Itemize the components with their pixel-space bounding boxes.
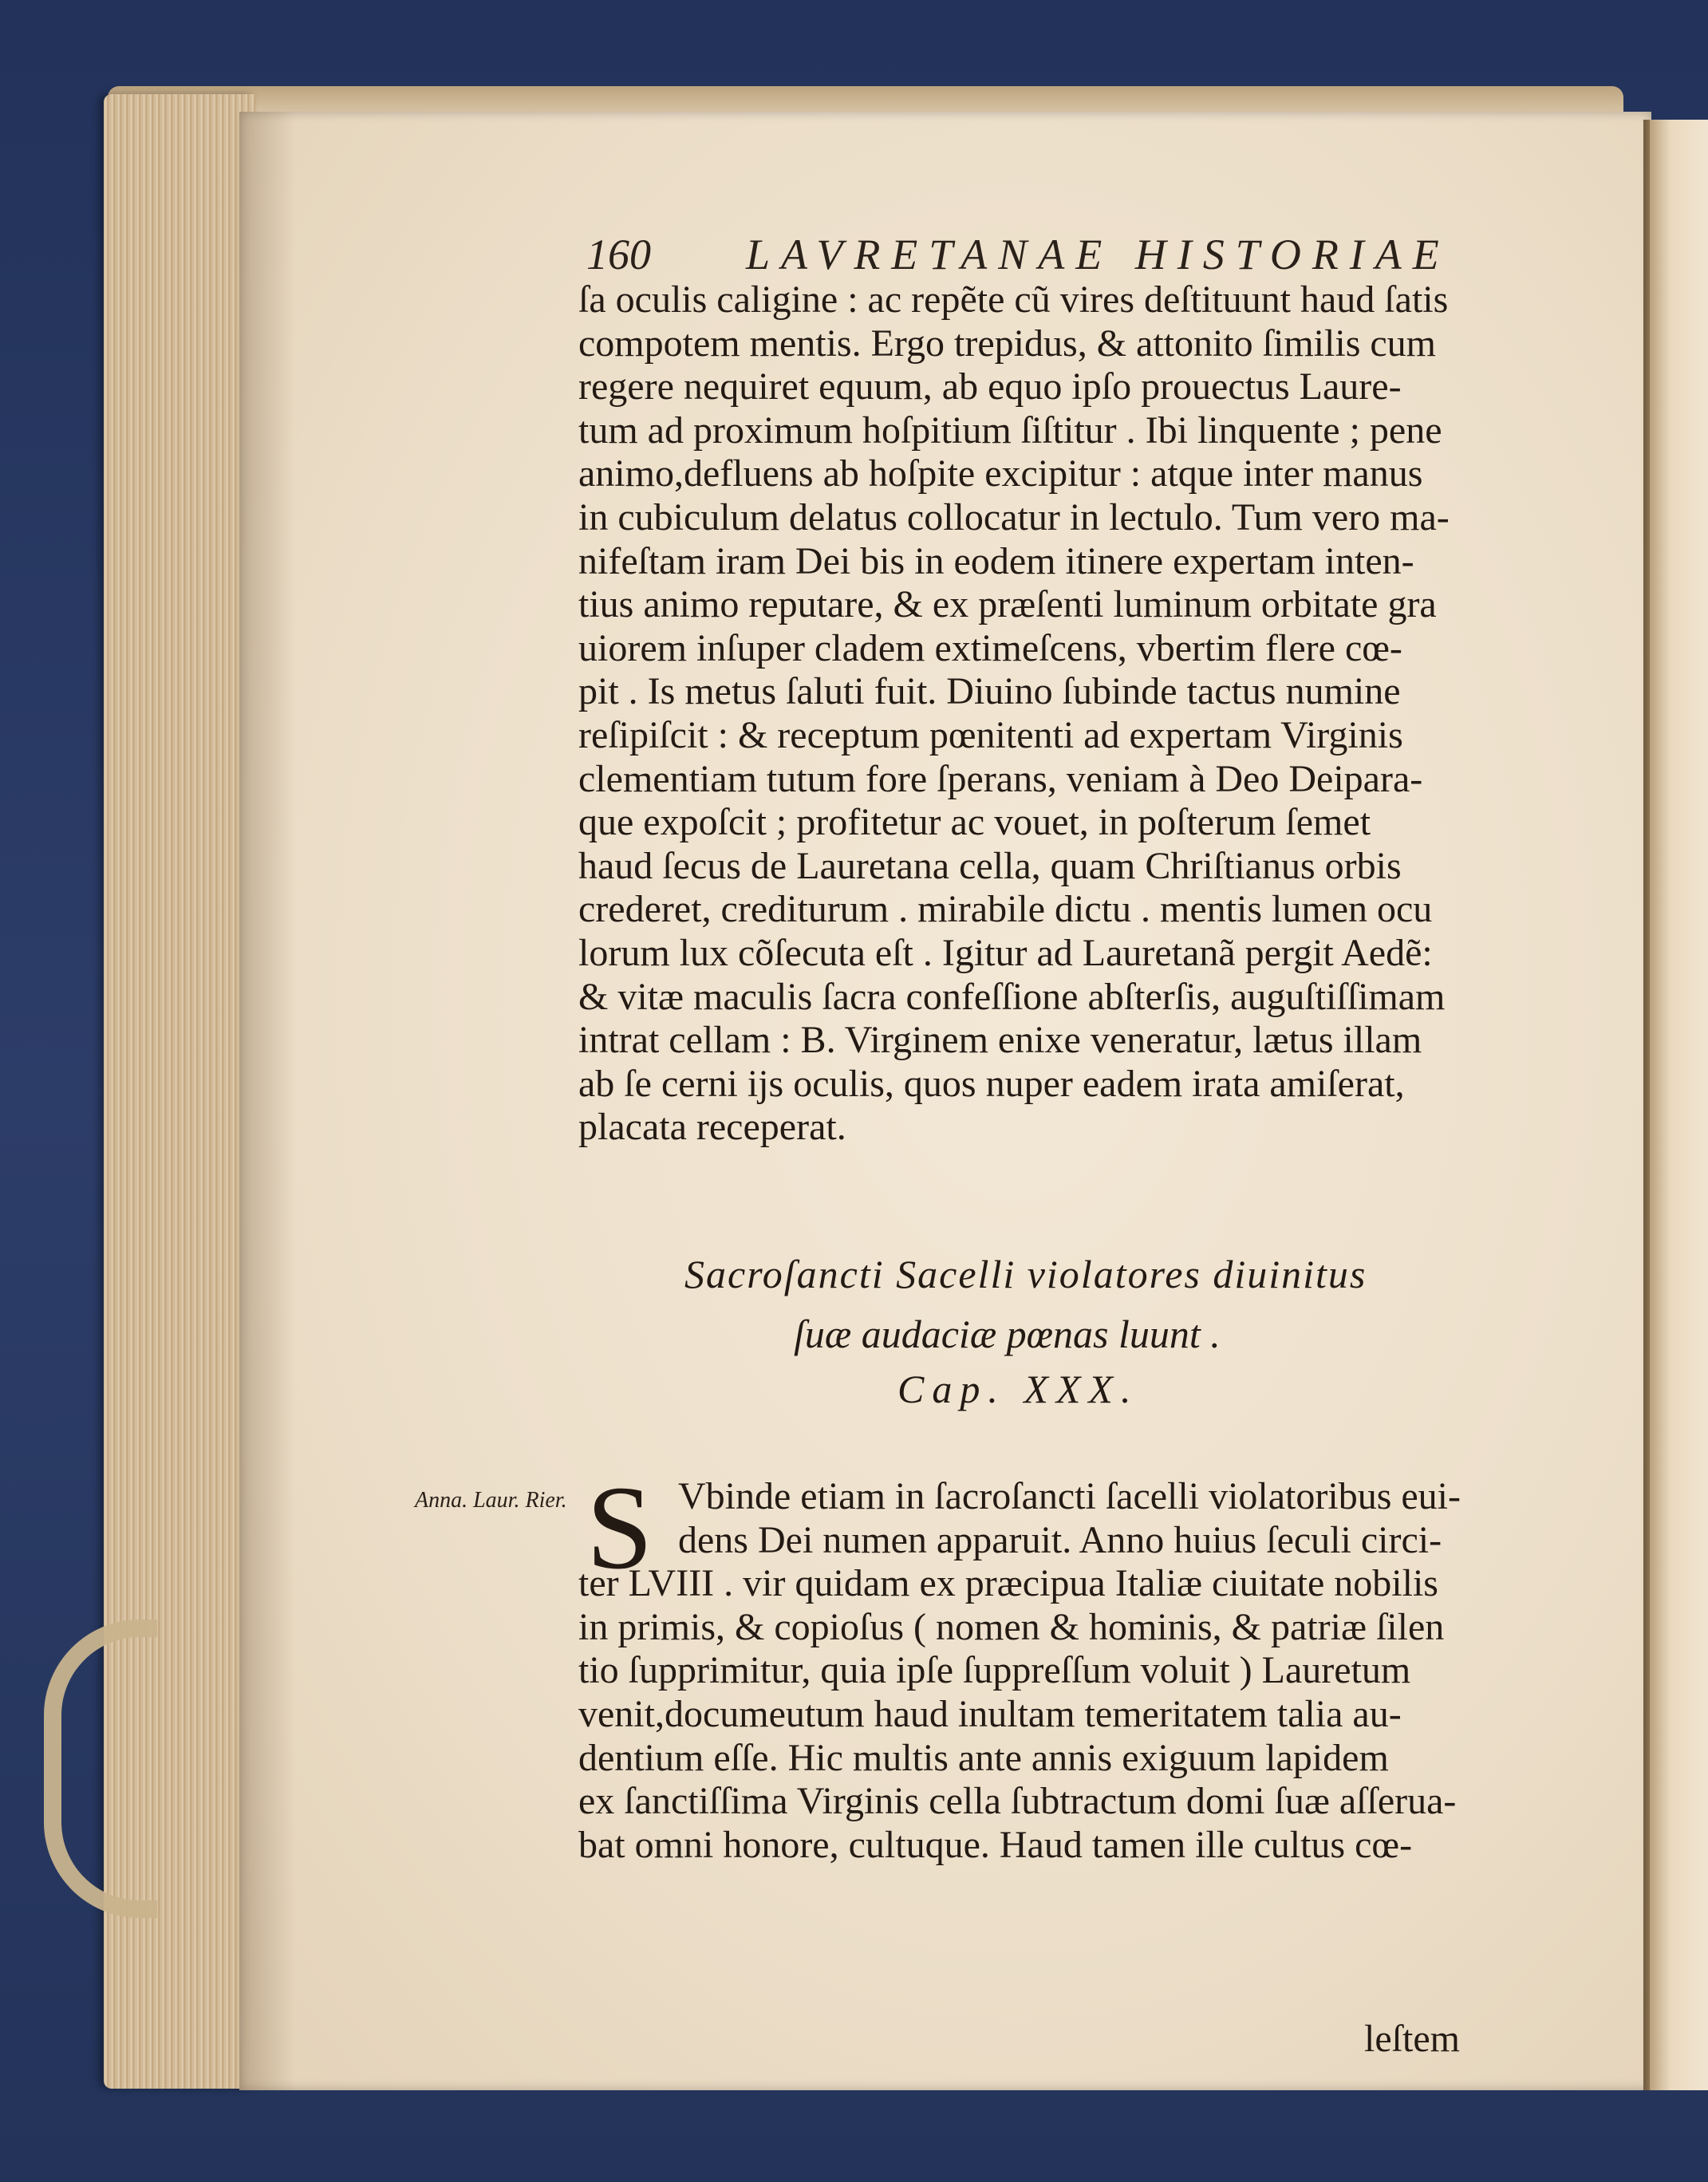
text-line: lorum lux cõſecuta eſt . Igitur ad Lauretanã pergit Aedẽ: — [578, 932, 1433, 974]
text-line: Vbinde etiam in ſacroſancti ſacelli violatoribus eui- — [678, 1475, 1461, 1517]
text-line: uiorem inſuper cladem extimeſcens, vbertim flere cœ- — [578, 626, 1402, 669]
text-line: ter LVIII . vir quidam ex præcipua Italiæ ciuitate nobilis — [578, 1562, 1438, 1605]
text-line: dens Dei numen apparuit. Anno huius ſeculi circi- — [678, 1518, 1442, 1561]
text-line: animo,defluens ab hoſpite excipitur : atque inter manus — [578, 452, 1423, 495]
gutter-shadow — [239, 112, 295, 2090]
text-line: nifeſtam iram Dei bis in eodem itinere expertam inten- — [578, 539, 1414, 582]
text-line: bat omni honore, cultuque. Haud tamen ille cultus cœ- — [578, 1823, 1413, 1866]
text-line: ex ſanctiſſima Virginis cella ſubtractum domi ſuæ aſſerua- — [578, 1780, 1457, 1823]
text-line: haud ſecus de Lauretana cella, quam Chriſtianus orbis — [578, 844, 1402, 887]
page-number: 160 — [586, 231, 651, 278]
catchword: leſtem — [1364, 2018, 1460, 2060]
text-line: in primis, & copioſus ( nomen & hominis, & patriæ ſilen — [578, 1605, 1445, 1648]
text-line: tum ad proximum hoſpitium ſiſtitur . Ibi linquente ; pene — [578, 408, 1442, 452]
running-title: LAVRETANAE HISTORIAE — [746, 231, 1450, 278]
ribbon-bookmark — [44, 1620, 157, 1918]
text-line: ſa oculis caligine : ac repẽte cũ vires deſtituunt haud ſatis — [578, 278, 1449, 321]
chapter-heading-line-1: Sacroſancti Sacelli violatores diuinitus — [684, 1252, 1367, 1296]
chapter-number: Cap. XXX. — [897, 1367, 1139, 1411]
text-line: clementiam tutum fore ſperans, veniam à Deo Deipara- — [578, 757, 1423, 800]
margin-note: Anna. Laur. Rier. — [415, 1488, 567, 1513]
text-line: ab ſe cerni ijs oculis, quos nuper eadem irata amiſerat, — [578, 1062, 1405, 1105]
text-line: tius animo reputare, & ex præſenti luminum orbitate gra — [578, 583, 1437, 626]
drop-cap: S — [586, 1462, 653, 1594]
text-line: dentium eſſe. Hic multis ante annis exiguum lapidem — [578, 1736, 1389, 1779]
text-line: reſipiſcit : & receptum pœnitenti ad expertam Virginis — [578, 714, 1403, 756]
text-line: venit,documeutum haud inultam temeritatem talia au- — [578, 1693, 1402, 1735]
text-line: placata receperat. — [578, 1106, 846, 1149]
text-line: crederet, crediturum . mirabile dictu . mentis lumen ocu — [578, 888, 1433, 931]
facing-page-edge — [1650, 120, 1708, 2090]
chapter-heading-line-2: ſuæ audaciæ pœnas luunt . — [794, 1312, 1221, 1356]
text-line: intrat cellam : B. Virginem enixe veneratur, lætus illam — [578, 1019, 1422, 1062]
text-line: pit . Is metus ſaluti fuit. Diuino ſubinde tactus numine — [578, 670, 1401, 713]
text-line: compotem mentis. Ergo trepidus, & attonito ſimilis cum — [578, 322, 1437, 365]
text-line: regere nequiret equum, ab equo ipſo prouectus Laure- — [578, 365, 1402, 408]
text-line: que expoſcit ; profitetur ac vouet, in poſterum ſemet — [578, 801, 1371, 844]
running-head — [586, 230, 1623, 278]
text-line: tio ſupprimitur, quia ipſe ſuppreſſum voluit ) Lauretum — [578, 1649, 1411, 1692]
text-line: in cubiculum delatus collocatur in lectulo. Tum vero ma- — [578, 496, 1450, 539]
text-line: & vitæ maculis ſacra confeſſione abſterſis, auguſtiſſimam — [578, 975, 1446, 1018]
